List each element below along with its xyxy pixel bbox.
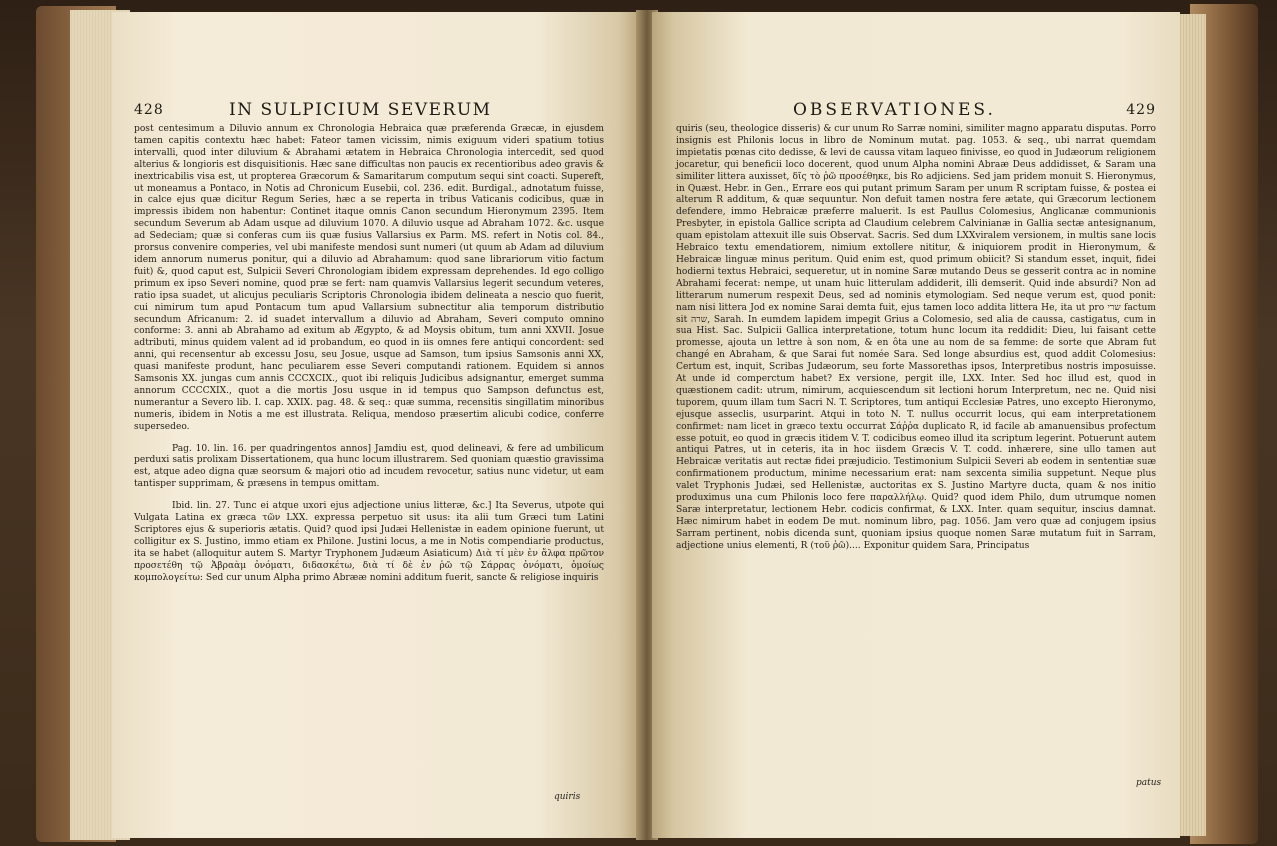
left-running-head (134, 102, 608, 118)
left-page-number: 428 (134, 102, 164, 118)
left-paragraph-3: Ibid. lin. 27. Tunc ei atque uxori ejus adjectione unius litteræ, &c.] Ita Severus, utpote qui Vulgata Latina ex græca τῶν LXX. expressa perpetuo sit usus: ita alii tum Græci tum Latini Scriptores ejus & superioris ætatis. Quid? quod ipsi Judæi Hellenistæ in eadem opinione fuerunt, ut colligitur ex S. Justino, immo etiam ex Philone. Justini locus, a me in Notis compendiarie productus, ita se habet (alloquitur autem S. Martyr Tryphonem Judæum Asiaticum) Διὰ τί μὲν ἐν ἄλφα πρῶτον προσετέθη τῷ Ἀβραὰμ ὀνόματι, διδασκέτω, διὰ τί δὲ ἐν ῥῶ τῷ Σάρρας ὀνόματι, ὁμοίως κομπολογείτω: Sed cur unum Alpha primo Abrææ nomini additum fuerit, sancte & religiose inquiris (134, 501, 604, 583)
left-paragraph-2: Pag. 10. lin. 16. per quadringentos annos] Jamdiu est, quod delineavi, & fere ad umbilicum perduxi satis prolixam Dissertationem, qua hunc locum illustrarem. Sed quoniam quæstio gravissima est, atque adeo digna quæ seorsum & majori otio ad incudem revocetur, satius nunc videtur, ut eam tantisper supprimam, & præsens in tempus omittam. (134, 443, 604, 490)
left-page-text (134, 124, 604, 595)
left-page (112, 12, 640, 838)
right-page-number: 429 (1126, 102, 1156, 118)
right-page (652, 12, 1180, 838)
left-catchword: quiris (554, 792, 581, 802)
right-catchword: patus (1136, 778, 1162, 788)
right-paragraph-1: quiris (seu, theologice disseris) & cur unum Ro Sarræ nomini, similiter magno apparatu disputas. Porro insignis est Philonis locus in libro de Nominum mutat. pag. 1053. & seq., ubi narrat quemdam impietatis pœnas cito dedisse, & levi de caussa vitam laqueo finivisse, eo quod in Judæorum religionem jocaretur, qui beneficii loco docerent, quod unum Alpha nomini Abraæ Deus addidisset, & Saram una similiter littera auxisset, δῖς τὸ ῥῶ προσέθηκε, bis Ro adjiciens. Sed jam pridem monuit S. Hieronymus, in Quæst. Hebr. in Gen., Errare eos qui putant primum Saram per unum R scriptam fuisse, & postea ei alterum R additum, & quæ sequuntur. Non defuit tamen nostra fere ætate, qui Græcorum lectionem defendere, immo Hebraicæ præferre maluerit. Is est Paullus Colomesius, Anglicanæ communionis Presbyter, in epistola Gallice scripta ad Claudium celebrem Calvinianæ in Gallia sectæ antesignanum, quam epistolam attexuit ille suis Observat. Sacris. Sed dum LXXviralem versionem, in multis sane locis Hebraico textu emendatiorem, nimium extollere nititur, & iniquiorem prodit in Hieronymum, & Hebraicæ linguæ minus peritum. Quid enim est, quod primum obiicit? Si standum esset, inquit, fidei hodierni textus Hebraici, sequeretur, ut in nomine Saræ mutando Deus se gesserit contra ac in nomine Abrahami fecerat: nempe, ut unam huic litterulam addiderit, illi demserit. Quid inde absurdi? Non ad litterarum numerum respexit Deus, sed ad nominis etymologiam. Sed neque verum est, quod ponit: nam nisi littera Jod ex nomine Sarai demta fuit, ejus tamen loco addita littera He, ita ut pro שרי factum sit שרה, Sarah. In eumdem lapidem impegit Grius a Colomesio, sed alia de caussa, castigatus, cum in sua Hist. Sac. Sulpicii Gallica interpretatione, totum hunc locum ita reddidit: Dieu, lui faisant cette promesse, ajouta un lettre à son nom, & en ôta une au nom de sa femme: de sorte que Abram fut changé en Abraham, & que Sarai fut nomée Sara. Sed longe absurdius est, quod addit Colomesius: Certum est, inquit, Scribas Judæorum, seu forte Massorethas ipsos, Interpretibus nostris imposuisse. At unde id comperctum habet? Ex versione, pergit ille, LXX. Inter. Sed hoc illud est, quod in quæstionem cadit: utrum, nimirum, acquiescendum sit lectioni horum Interpretum, nec ne. Quid nisi tuporem, quum illam tum Sacri N. T. Scriptores, tum antiqui Ecclesiæ Patres, uno excepto Hieronymo, ejusque asseclis, usurparint. Atqui in toto N. T. nullus occurrit locus, qui eam interpretationem confirmet: nam licet in græco textu occurrat Σάῤῥα duplicato R, id facile ab amanuensibus profectum esse potuit, eo quod in græcis itidem V. T. codicibus eomeo illud ita scriptum legerint. Potuerunt autem antiqui Patres, ut in ceteris, ita in hoc iisdem Græcis V. T. codd. inhærere, sine ullo tamen aut Hebraicæ veritatis aut rectæ fidei præjudicio. Testimonium Sulpicii Severi ab eodem in sententiæ suæ confirmationem productum, minime necessarium erat: nam sexcenta similia suppetunt. Neque plus valet Tryphonis Judæi, sed Hellenistæ, auctoritas ex S. Justino Martyre ducta, quam & nos initio produximus una cum Philonis loco fere παραλλήλῳ. Quid? quod idem Philo, dum utrumque nomen Saræ interpretatur, lectionem Hebr. codicis confirmat, & LXX. Inter. quam sequitur, inscius damnat. Hæc nimirum habet in eodem De mut. nominum libro, pag. 1056. Jam vero quæ ad conjugem ipsius Sarram pertinent, nobis dicenda sunt, quoniam ipsius quoque nomen Saræ mutatum fuit in Sarram, adjectione unius elementi, R (τοῦ ῥῶ).... Exponitur quidem Sara, Principatus (676, 124, 1156, 551)
left-header-title: IN SULPICIUM SEVERUM (229, 100, 492, 120)
left-paragraph-1: post centesimum a Diluvio annum ex Chronologia Hebraica quæ præferenda Græcæ, in ejusdem tamen capitis contextu hæc habet: Fateor tamen vicissim, nimis exiguum videri spatium totius intervalli, quod inter diluvium & Abrahami ætatem in Hebraica Chronologia intercedit, sed quod alterius & longioris est disquisitionis. Hæc sane difficultas non paucis ex recentioribus adeo gravis & inextricabilis visa est, ut propterea Græcorum & Samaritarum computum sequi sint coacti. Supereft, ut moneamus a Pontaco, in Notis ad Chronicum Eusebii, col. 236. edit. Burdigal., adnotatum fuisse, in calce ejus quæ dicitur Regum Series, hæc a se reperta in tribus Vaticanis codicibus, quæ in impressis ibidem non habentur: Continet itaque omnis Canon secundum Hieronymum 2395. Item secundum Severum ab Adam usque ad diluvium 1070. A diluvio usque ad Abraham 1072. &c. usque ad Sedeciam; quæ si conferas cum iis quæ fusius Vallarsius ex Parm. MS. refert in Notis col. 84., prorsus convenire comperies, vel ubi manifeste mendosi sunt numeri (ut quum ab Adam ad diluvium idem annorum numerus ponitur, qui a diluvio ad Abrahamum: quod sane librariorum vitio factum fuit) &, quod caput est, Sulpicii Severi Chronologiam ibidem expressam deprehendes. Id ego colligo primum ex ipso Severi nomine, quod præ se fert: nam quamvis Vallarsius legerit secundum veteres, ratio ipsa suadet, ut alicujus peculiaris Scriptoris Chronologia ibidem delineata a nescio quo fuerit, cui nimirum tum apud Pontacum tum apud Vallarsium subnectitur alia temporum distributio secundum Africanum: 2. id suadet intervallum a diluvio ad Abraham, Severi computo omnino conforme: 3. anni ab Abrahamo ad exitum ab Ægypto, & ad Moysis obitum, tum anni XXVII. Josue adtributi, minus quidem valent ad id probandum, eo quod in iis omnes fere antiqui concordent: sed anni, qui recensentur ab excessu Josu, seu Josue, usque ad Samson, tum ipsius Samsonis anni XX, quasi manifeste produnt, hanc peculiarem esse Severi computandi rationem. Equidem si annos Samsonis XX. jungas cum annis CCCXCIX., quot ibi reliquis Judicibus adsignantur, emerget summa annorum CCCCXIX., quot a die mortis Josu usque in id tempus quo Sampson defunctus est, numerantur a Severo lib. I. cap. XXIX. pag. 48. & seq.: quæ summa, recensitis singillatim minoribus numeris, ibidem in Notis a me est illustrata. Reliqua, mendoso præsertim alicubi codice, conferre supersedeo. (134, 124, 604, 432)
right-page-text (676, 124, 1156, 563)
right-header-title: OBSERVATIONES. (793, 100, 996, 120)
